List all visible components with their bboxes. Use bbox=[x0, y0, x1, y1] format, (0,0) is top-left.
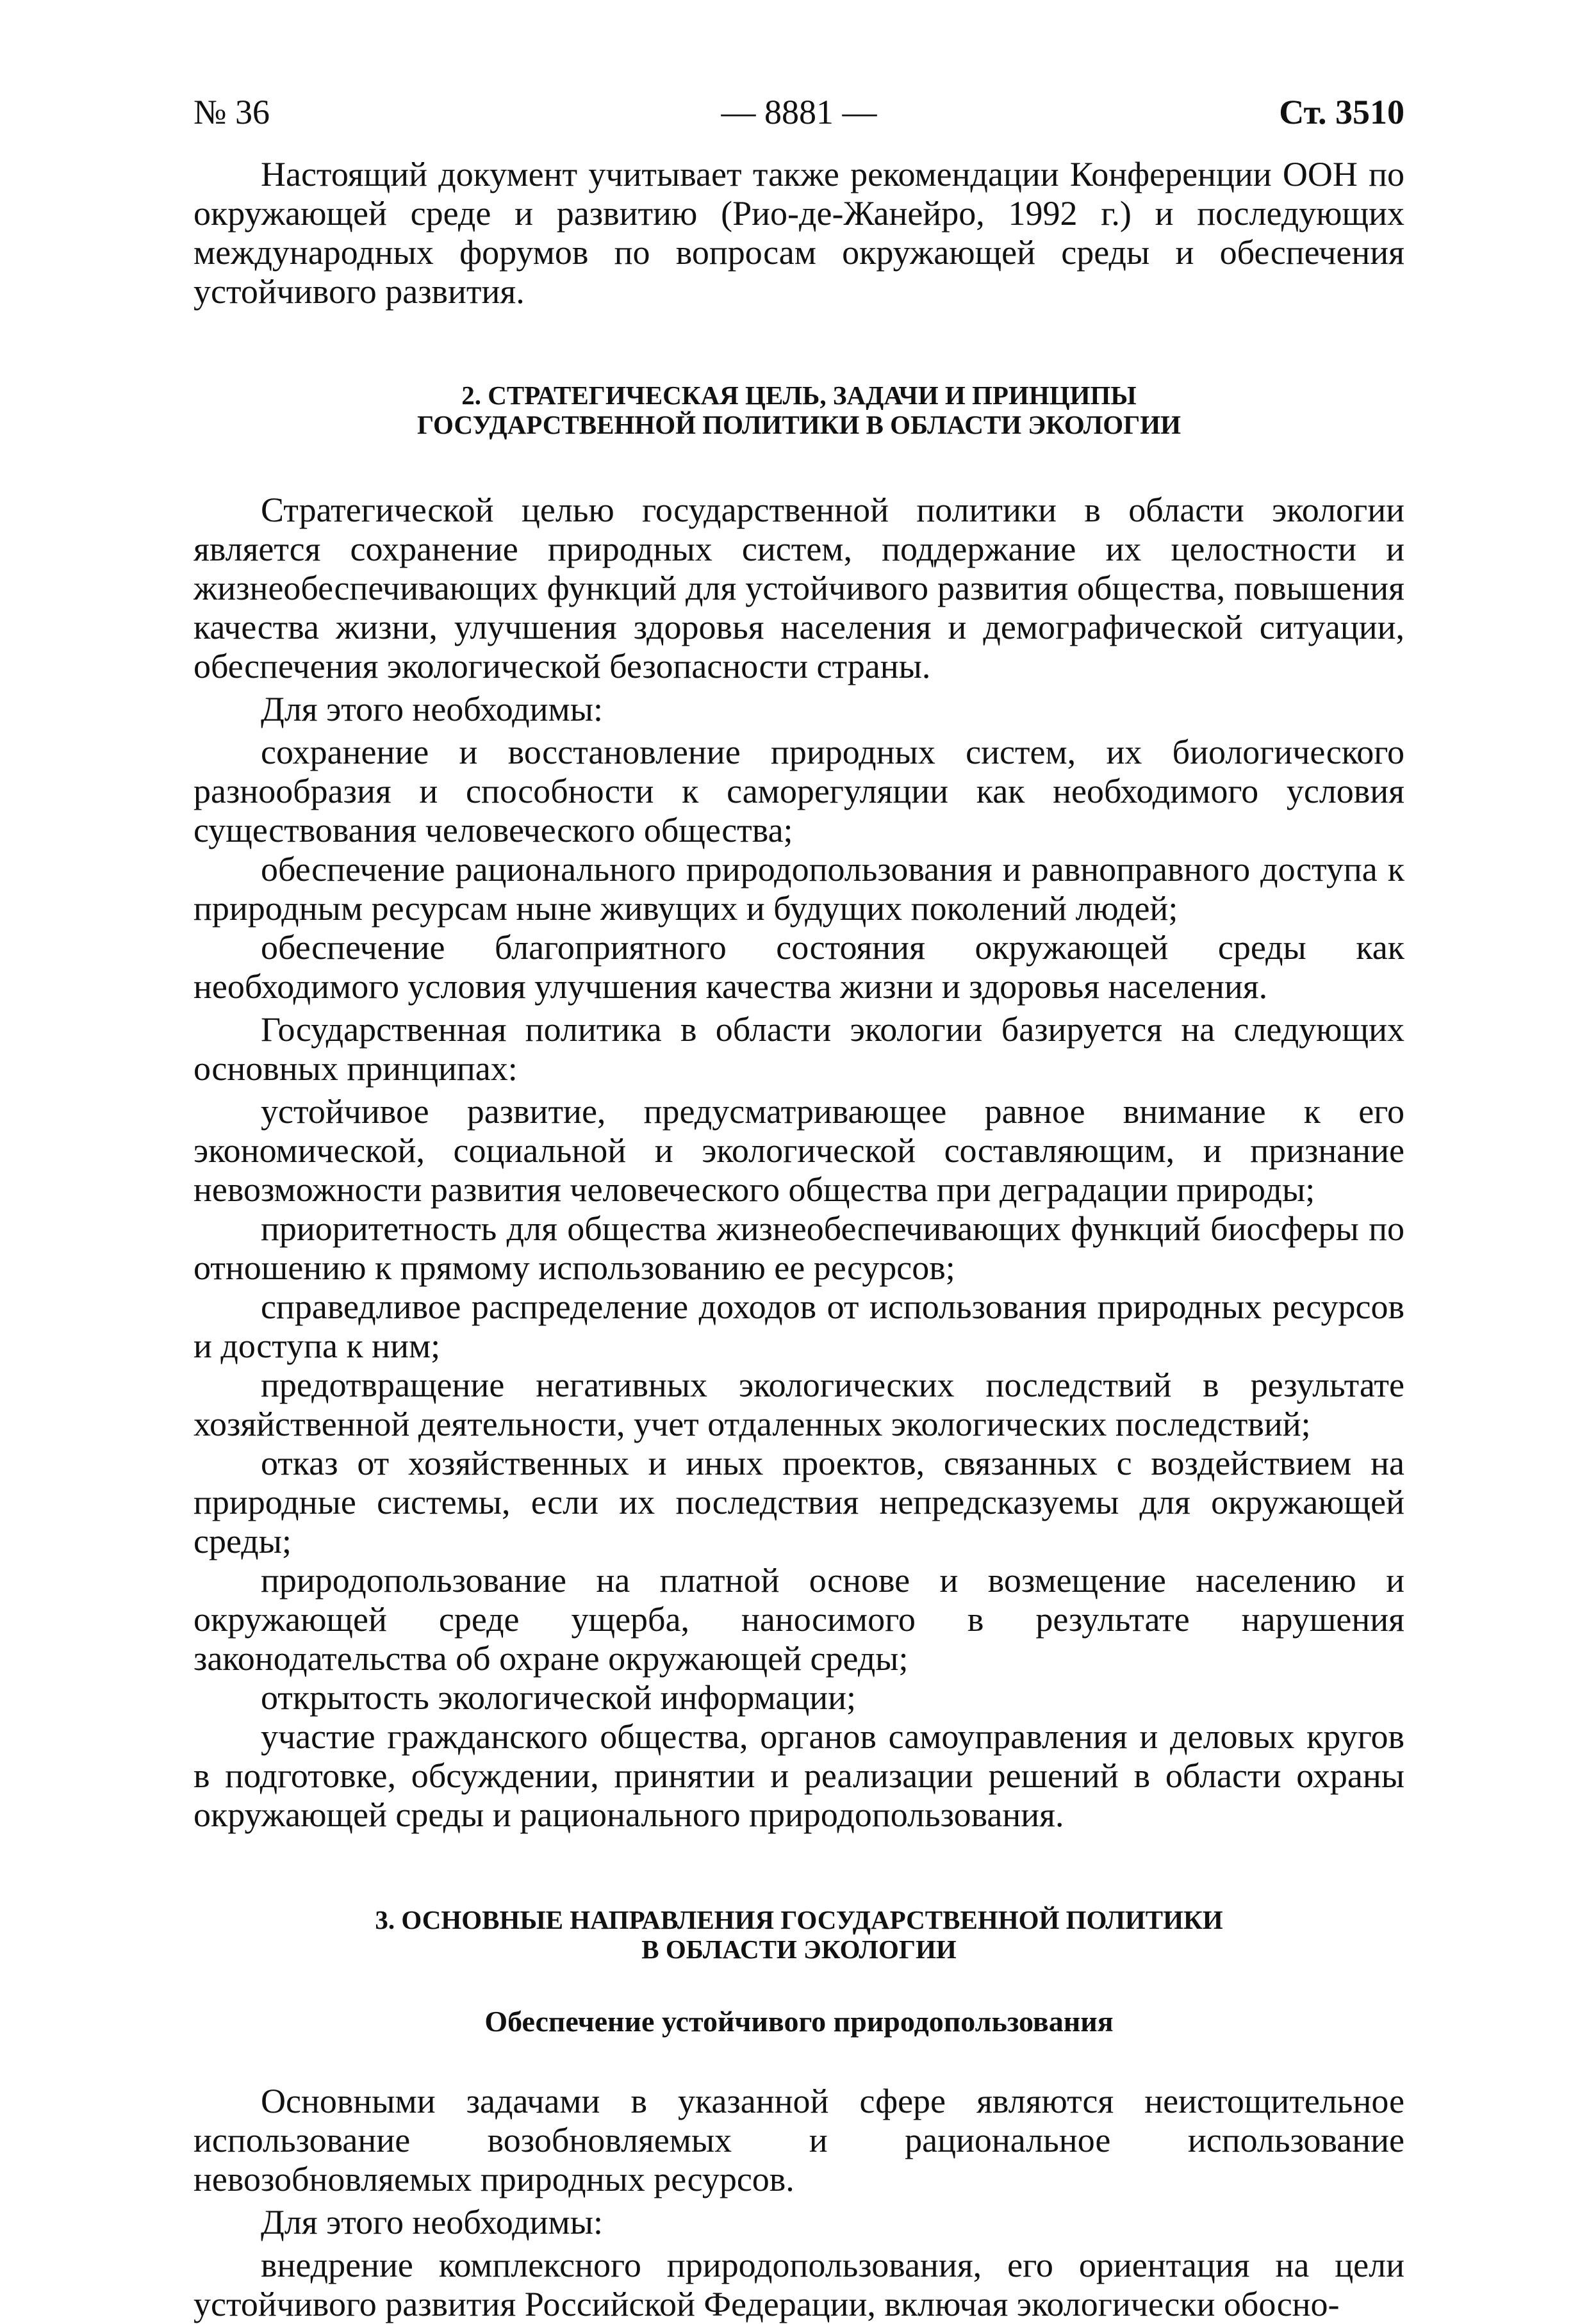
principle-item: участие гражданского общества, органов самоуправления и деловых кругов в подготовке, обсуждении, принятии и реализации решений в области охраны окружающей среды и рационального природопользования. bbox=[193, 1717, 1404, 1834]
principle-item: отказ от хозяйственных и иных проектов, связанных с воздействием на природные системы, если их последствия непредсказуемы для окружающей среды; bbox=[193, 1444, 1404, 1560]
needed-item: обеспечение благоприятного состояния окружающей среды как необходимого условия улучшения качества жизни и здоровья населения. bbox=[193, 928, 1404, 1006]
needed-item: сохранение и восстановление природных систем, их биологического разнообразия и способности к саморегуляции как необходимого условия существования человеческого общества; bbox=[193, 733, 1404, 849]
section-2-heading-line-1: 2. СТРАТЕГИЧЕСКАЯ ЦЕЛЬ, ЗАДАЧИ И ПРИНЦИПЫ bbox=[461, 381, 1137, 410]
principle-item: приоритетность для общества жизнеобеспечивающих функций биосферы по отношению к прямому использованию ее ресурсов; bbox=[193, 1209, 1404, 1287]
subsection-heading: Обеспечение устойчивого природопользования bbox=[484, 2005, 1114, 2038]
principle-item: справедливое распределение доходов от использования природных ресурсов и доступа к ним; bbox=[193, 1288, 1404, 1365]
page-number: — 8881 — bbox=[721, 93, 877, 131]
section-3-heading-line-1: 3. ОСНОВНЫЕ НАПРАВЛЕНИЯ ГОСУДАРСТВЕННОЙ ПОЛИТИКИ bbox=[375, 1905, 1223, 1935]
document-body bbox=[193, 155, 1404, 2324]
article-number: Ст. 3510 bbox=[1279, 93, 1404, 131]
principle-item: открытость экологической информации; bbox=[261, 1678, 857, 1717]
needed-intro-2: Для этого необходимы: bbox=[261, 2203, 603, 2241]
section-3-heading bbox=[193, 1905, 1404, 1964]
page-header bbox=[193, 90, 1404, 135]
section-3-heading-line-2: В ОБЛАСТИ ЭКОЛОГИИ bbox=[641, 1935, 957, 1964]
section-2-heading bbox=[193, 381, 1404, 439]
principle-item: предотвращение негативных экологических последствий в результате хозяйственной деятельности, учет отдаленных экологических последствий; bbox=[193, 1366, 1404, 1443]
intro-paragraph: Настоящий документ учитывает также рекомендации Конференции ООН по окружающей среде и развитию (Рио-де-Жанейро, 1992 г.) и последующих международных форумов по вопросам окружающей среды и обеспечения устойчивого развития. bbox=[193, 155, 1404, 311]
goal-paragraph: Стратегической целью государственной политики в области экологии является сохранение природных систем, поддержание их целостности и жизнеобеспечивающих функций для устойчивого развития общества, повышения качества жизни, улучшения здоровья населения и демографической ситуации, обеспечения экологической безопасности страны. bbox=[193, 491, 1404, 685]
principle-item: устойчивое развитие, предусматривающее равное внимание к его экономической, социальной и экологической составляющим, и признание невозможности развития человеческого общества при деградации природы; bbox=[193, 1092, 1404, 1209]
needed-intro: Для этого необходимы: bbox=[261, 690, 603, 728]
needed-item-2: внедрение комплексного природопользования, его ориентация на цели устойчивого развития Российской Федерации, включая экологически обосно- bbox=[193, 2246, 1404, 2323]
section-2-heading-line-2: ГОСУДАРСТВЕННОЙ ПОЛИТИКИ В ОБЛАСТИ ЭКОЛОГИИ bbox=[416, 410, 1181, 439]
needed-item: обеспечение рационального природопользования и равноправного доступа к природным ресурсам ныне живущих и будущих поколений людей; bbox=[193, 850, 1404, 928]
principle-item: природопользование на платной основе и возмещение населению и окружающей среде ущерба, наносимого в результате нарушения законодательства об охране окружающей среды; bbox=[193, 1561, 1404, 1678]
issue-number: № 36 bbox=[193, 93, 270, 131]
principles-intro: Государственная политика в области экологии базируется на следующих основных принципах: bbox=[193, 1010, 1404, 1088]
tasks-paragraph: Основными задачами в указанной сфере являются неистощительное использование возобновляемых и рациональное использование невозобновляемых природных ресурсов. bbox=[193, 2082, 1404, 2198]
